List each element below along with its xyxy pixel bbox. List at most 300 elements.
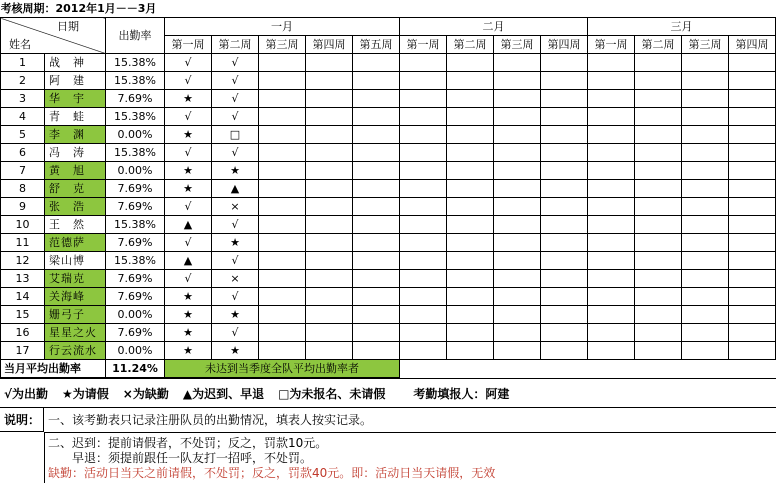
empty-cell xyxy=(447,288,494,306)
legend-bar xyxy=(0,378,776,408)
empty-cell xyxy=(635,216,682,234)
empty-cell xyxy=(541,144,588,162)
empty-cell xyxy=(259,162,306,180)
empty-cell xyxy=(259,54,306,72)
empty-cell xyxy=(682,288,729,306)
empty-cell xyxy=(682,252,729,270)
empty-cell xyxy=(353,306,400,324)
member-name: 范德萨 xyxy=(45,234,106,252)
empty-cell xyxy=(635,252,682,270)
row-number: 13 xyxy=(1,270,45,288)
empty-cell xyxy=(447,126,494,144)
week-2-mark: ★ xyxy=(212,234,259,252)
attendance-rate: 15.38% xyxy=(106,72,165,90)
empty-cell xyxy=(306,144,353,162)
empty-cell xyxy=(494,198,541,216)
empty-cell xyxy=(729,54,776,72)
week-header-feb-2: 第二周 xyxy=(447,36,494,54)
legend-unregistered: □为未报名、未请假 xyxy=(278,386,386,401)
table-row xyxy=(1,252,776,270)
attendance-rate: 15.38% xyxy=(106,108,165,126)
average-rate-label: 当月平均出勤率 xyxy=(1,360,106,378)
row-number: 14 xyxy=(1,288,45,306)
empty-cell xyxy=(400,126,447,144)
average-rate-value: 11.24% xyxy=(106,360,165,378)
empty-cell xyxy=(635,180,682,198)
empty-cell xyxy=(541,288,588,306)
legend-absent: ×为缺勤 xyxy=(122,386,169,401)
empty-cell xyxy=(541,306,588,324)
week-2-mark: √ xyxy=(212,90,259,108)
week-header-jan-1: 第一周 xyxy=(165,36,212,54)
empty-cell xyxy=(729,270,776,288)
empty-cell xyxy=(541,216,588,234)
week-header-jan-3: 第三周 xyxy=(259,36,306,54)
empty-cell xyxy=(729,342,776,360)
empty-cell xyxy=(682,234,729,252)
empty-cell xyxy=(682,108,729,126)
table-row xyxy=(1,216,776,234)
empty-cell xyxy=(494,90,541,108)
week-2-mark: √ xyxy=(212,108,259,126)
week-1-mark: √ xyxy=(165,54,212,72)
empty-cell xyxy=(447,306,494,324)
week-1-mark: √ xyxy=(165,72,212,90)
row-number: 4 xyxy=(1,108,45,126)
empty-cell xyxy=(400,72,447,90)
empty-cell xyxy=(306,324,353,342)
empty-cell xyxy=(588,324,635,342)
empty-cell xyxy=(494,342,541,360)
empty-cell xyxy=(306,126,353,144)
empty-cell xyxy=(353,270,400,288)
empty-cell xyxy=(588,342,635,360)
below-average-note: 未达到当季度全队平均出勤率者 xyxy=(165,360,400,378)
week-2-mark: √ xyxy=(212,324,259,342)
empty-cell xyxy=(306,306,353,324)
empty-cell xyxy=(541,162,588,180)
week-1-mark: ▲ xyxy=(165,252,212,270)
empty-cell xyxy=(400,198,447,216)
attendance-rate: 0.00% xyxy=(106,126,165,144)
week-2-mark: √ xyxy=(212,216,259,234)
empty-cell xyxy=(729,126,776,144)
member-name: 阿 建 xyxy=(45,72,106,90)
week-2-mark: × xyxy=(212,198,259,216)
table-row xyxy=(1,162,776,180)
empty-cell xyxy=(494,216,541,234)
table-row xyxy=(1,342,776,360)
legend-reporter: 考勤填报人：阿建 xyxy=(413,386,510,401)
empty-cell xyxy=(729,72,776,90)
table-row xyxy=(1,90,776,108)
week-1-mark: √ xyxy=(165,198,212,216)
empty-cell xyxy=(635,90,682,108)
member-name: 黄 旭 xyxy=(45,162,106,180)
attendance-rate: 15.38% xyxy=(106,54,165,72)
row-number: 1 xyxy=(1,54,45,72)
table-row xyxy=(1,126,776,144)
empty-cell xyxy=(682,162,729,180)
empty-cell xyxy=(541,342,588,360)
row-number: 17 xyxy=(1,342,45,360)
empty-cell xyxy=(541,198,588,216)
empty-cell xyxy=(306,72,353,90)
empty-cell xyxy=(353,144,400,162)
empty-cell xyxy=(259,180,306,198)
empty-cell xyxy=(682,144,729,162)
attendance-rate-header: 出勤率 xyxy=(106,18,165,54)
member-name: 关海峰 xyxy=(45,288,106,306)
week-1-mark: √ xyxy=(165,144,212,162)
empty-cell xyxy=(447,144,494,162)
empty-cell xyxy=(400,306,447,324)
table-row xyxy=(1,234,776,252)
empty-cell xyxy=(447,342,494,360)
empty-cell xyxy=(259,234,306,252)
week-2-mark: √ xyxy=(212,252,259,270)
empty-cell xyxy=(494,306,541,324)
row-number: 5 xyxy=(1,126,45,144)
week-1-mark: ★ xyxy=(165,162,212,180)
empty-cell xyxy=(729,162,776,180)
member-name: 李 渊 xyxy=(45,126,106,144)
empty-cell xyxy=(306,198,353,216)
empty-cell xyxy=(400,144,447,162)
row-number: 6 xyxy=(1,144,45,162)
member-name: 梁山博 xyxy=(45,252,106,270)
month-header-feb: 二月 xyxy=(400,18,588,36)
week-2-mark: × xyxy=(212,270,259,288)
empty-cell xyxy=(400,324,447,342)
week-1-mark: √ xyxy=(165,234,212,252)
empty-cell xyxy=(353,198,400,216)
week-1-mark: ★ xyxy=(165,306,212,324)
empty-cell xyxy=(541,234,588,252)
week-2-mark: √ xyxy=(212,54,259,72)
empty-cell xyxy=(353,252,400,270)
week-1-mark: ★ xyxy=(165,342,212,360)
empty-cell xyxy=(447,72,494,90)
week-1-mark: ★ xyxy=(165,324,212,342)
empty-cell xyxy=(306,180,353,198)
empty-cell xyxy=(588,180,635,198)
empty-cell xyxy=(400,108,447,126)
row-number: 12 xyxy=(1,252,45,270)
row-number: 3 xyxy=(1,90,45,108)
empty-cell xyxy=(400,342,447,360)
empty-cell xyxy=(588,162,635,180)
empty-cell xyxy=(400,162,447,180)
attendance-rate: 7.69% xyxy=(106,270,165,288)
empty-cell xyxy=(306,342,353,360)
empty-cell xyxy=(353,162,400,180)
month-header-mar: 三月 xyxy=(588,18,776,36)
member-name: 张 浩 xyxy=(45,198,106,216)
empty-cell xyxy=(400,90,447,108)
member-name: 战 神 xyxy=(45,54,106,72)
week-header-feb-3: 第三周 xyxy=(494,36,541,54)
empty-cell xyxy=(259,342,306,360)
empty-cell xyxy=(353,234,400,252)
table-row xyxy=(1,270,776,288)
empty-cell xyxy=(541,108,588,126)
week-1-mark: ★ xyxy=(165,90,212,108)
empty-cell xyxy=(682,306,729,324)
empty-cell xyxy=(306,252,353,270)
empty-cell xyxy=(588,270,635,288)
empty-cell xyxy=(588,54,635,72)
empty-cell xyxy=(306,234,353,252)
member-name: 星星之火 xyxy=(45,324,106,342)
empty-cell xyxy=(635,198,682,216)
empty-cell xyxy=(400,270,447,288)
empty-cell xyxy=(447,162,494,180)
empty-cell xyxy=(353,288,400,306)
notes-label: 说明： xyxy=(0,407,44,432)
empty-cell xyxy=(588,90,635,108)
empty-cell xyxy=(682,216,729,234)
week-header-mar-4: 第四周 xyxy=(729,36,776,54)
attendance-rate: 7.69% xyxy=(106,180,165,198)
member-name: 姗弓子 xyxy=(45,306,106,324)
empty-cell xyxy=(400,234,447,252)
empty-cell xyxy=(729,198,776,216)
empty-cell xyxy=(306,108,353,126)
week-2-mark: √ xyxy=(212,288,259,306)
empty-cell xyxy=(306,90,353,108)
row-number: 2 xyxy=(1,72,45,90)
empty-cell xyxy=(729,180,776,198)
week-header-jan-5: 第五周 xyxy=(353,36,400,54)
notes-line-4: 缺勤：活动日当天之前请假，不处罚；反之，罚款40元。即：活动日当天请假，无效 xyxy=(48,466,496,480)
empty-cell xyxy=(494,126,541,144)
week-1-mark: ★ xyxy=(165,180,212,198)
week-2-mark: ★ xyxy=(212,162,259,180)
row-number: 15 xyxy=(1,306,45,324)
empty-cell xyxy=(353,54,400,72)
empty-cell xyxy=(447,90,494,108)
attendance-rate: 0.00% xyxy=(106,306,165,324)
week-2-mark: √ xyxy=(212,144,259,162)
empty-cell xyxy=(259,252,306,270)
empty-cell xyxy=(682,54,729,72)
empty-cell xyxy=(588,144,635,162)
attendance-rate: 7.69% xyxy=(106,288,165,306)
member-name: 王 然 xyxy=(45,216,106,234)
week-1-mark: √ xyxy=(165,108,212,126)
empty-cell xyxy=(541,252,588,270)
week-header-mar-3: 第三周 xyxy=(682,36,729,54)
empty-cell xyxy=(682,270,729,288)
summary-row xyxy=(1,360,776,378)
empty-cell xyxy=(541,72,588,90)
empty-cell xyxy=(447,108,494,126)
empty-cell xyxy=(259,306,306,324)
empty-cell xyxy=(259,198,306,216)
empty-cell xyxy=(635,108,682,126)
empty-cell xyxy=(494,288,541,306)
empty-cell xyxy=(588,288,635,306)
empty-cell xyxy=(682,324,729,342)
member-name: 艾瑞克 xyxy=(45,270,106,288)
empty-cell xyxy=(682,342,729,360)
empty-cell xyxy=(494,234,541,252)
row-number: 16 xyxy=(1,324,45,342)
member-name: 华 宇 xyxy=(45,90,106,108)
empty-cell xyxy=(635,144,682,162)
empty-cell xyxy=(635,126,682,144)
week-header-mar-2: 第二周 xyxy=(635,36,682,54)
member-name: 行云流水 xyxy=(45,342,106,360)
empty-cell xyxy=(494,252,541,270)
empty-cell xyxy=(259,270,306,288)
empty-cell xyxy=(588,126,635,144)
table-row xyxy=(1,144,776,162)
attendance-rate: 7.69% xyxy=(106,90,165,108)
empty-cell xyxy=(494,54,541,72)
member-name: 舒 克 xyxy=(45,180,106,198)
empty-cell xyxy=(635,234,682,252)
notes-divider xyxy=(44,432,776,433)
empty-cell xyxy=(635,162,682,180)
empty-cell xyxy=(306,216,353,234)
empty-cell xyxy=(447,180,494,198)
empty-cell xyxy=(729,288,776,306)
week-2-mark: √ xyxy=(212,72,259,90)
empty-cell xyxy=(588,108,635,126)
table-row xyxy=(1,198,776,216)
empty-cell xyxy=(682,180,729,198)
notes-line-2: 二、迟到：提前请假者，不处罚；反之，罚款10元。 xyxy=(48,436,328,450)
header-diagonal-cell xyxy=(1,18,106,54)
empty-cell xyxy=(447,252,494,270)
empty-cell xyxy=(682,126,729,144)
empty-cell xyxy=(306,162,353,180)
week-2-mark: ★ xyxy=(212,342,259,360)
empty-cell xyxy=(541,54,588,72)
week-2-mark: □ xyxy=(212,126,259,144)
attendance-rate: 0.00% xyxy=(106,162,165,180)
week-2-mark: ▲ xyxy=(212,180,259,198)
empty-cell xyxy=(306,270,353,288)
empty-cell xyxy=(494,270,541,288)
empty-cell xyxy=(447,324,494,342)
row-number: 8 xyxy=(1,180,45,198)
empty-cell xyxy=(682,90,729,108)
legend-leave: ★为请假 xyxy=(62,386,109,401)
week-1-mark: √ xyxy=(165,270,212,288)
notes-block-2 xyxy=(48,436,495,481)
empty-cell xyxy=(494,324,541,342)
table-row xyxy=(1,180,776,198)
empty-cell xyxy=(306,54,353,72)
attendance-rate: 7.69% xyxy=(106,234,165,252)
notes-section xyxy=(0,407,776,483)
empty-cell xyxy=(635,54,682,72)
empty-cell xyxy=(400,216,447,234)
empty-cell xyxy=(588,72,635,90)
table-row xyxy=(1,288,776,306)
empty-cell xyxy=(353,216,400,234)
member-name: 青 蛙 xyxy=(45,108,106,126)
table-row xyxy=(1,306,776,324)
empty-cell xyxy=(259,108,306,126)
week-header-mar-1: 第一周 xyxy=(588,36,635,54)
month-header-jan: 一月 xyxy=(165,18,400,36)
empty-cell xyxy=(635,72,682,90)
legend-present: √为出勤 xyxy=(4,386,49,401)
empty-cell xyxy=(353,126,400,144)
empty-cell xyxy=(729,252,776,270)
empty-cell xyxy=(447,234,494,252)
empty-cell xyxy=(729,324,776,342)
attendance-rate: 0.00% xyxy=(106,342,165,360)
week-1-mark: ▲ xyxy=(165,216,212,234)
empty-cell xyxy=(353,180,400,198)
empty-cell xyxy=(635,342,682,360)
week-header-feb-4: 第四周 xyxy=(541,36,588,54)
empty-cell xyxy=(729,144,776,162)
empty-cell xyxy=(494,162,541,180)
empty-cell xyxy=(588,306,635,324)
empty-cell xyxy=(353,72,400,90)
row-number: 9 xyxy=(1,198,45,216)
empty-cell xyxy=(259,144,306,162)
empty-cell xyxy=(635,306,682,324)
week-header-feb-1: 第一周 xyxy=(400,36,447,54)
empty-cell xyxy=(400,180,447,198)
empty-cell xyxy=(447,198,494,216)
empty-cell xyxy=(588,216,635,234)
attendance-rate: 15.38% xyxy=(106,216,165,234)
empty-cell xyxy=(635,288,682,306)
week-header-jan-4: 第四周 xyxy=(306,36,353,54)
empty-cell xyxy=(588,252,635,270)
week-2-mark: ★ xyxy=(212,306,259,324)
table-row xyxy=(1,54,776,72)
table-row xyxy=(1,108,776,126)
empty-cell xyxy=(729,108,776,126)
empty-cell xyxy=(494,180,541,198)
empty-cell xyxy=(541,180,588,198)
empty-cell xyxy=(400,288,447,306)
empty-cell xyxy=(729,216,776,234)
empty-cell xyxy=(353,342,400,360)
empty-cell xyxy=(729,90,776,108)
empty-cell xyxy=(541,90,588,108)
empty-cell xyxy=(259,216,306,234)
empty-cell xyxy=(494,72,541,90)
empty-cell xyxy=(259,72,306,90)
empty-cell xyxy=(494,108,541,126)
empty-cell xyxy=(682,198,729,216)
member-name: 冯 涛 xyxy=(45,144,106,162)
empty-cell xyxy=(541,126,588,144)
attendance-rate: 7.69% xyxy=(106,324,165,342)
empty-cell xyxy=(447,216,494,234)
week-header-jan-2: 第二周 xyxy=(212,36,259,54)
empty-cell xyxy=(494,144,541,162)
attendance-rate: 15.38% xyxy=(106,252,165,270)
table-row xyxy=(1,324,776,342)
empty-cell xyxy=(400,54,447,72)
empty-cell xyxy=(447,270,494,288)
week-1-mark: ★ xyxy=(165,288,212,306)
empty-cell xyxy=(353,324,400,342)
empty-cell xyxy=(682,72,729,90)
table-row xyxy=(1,72,776,90)
